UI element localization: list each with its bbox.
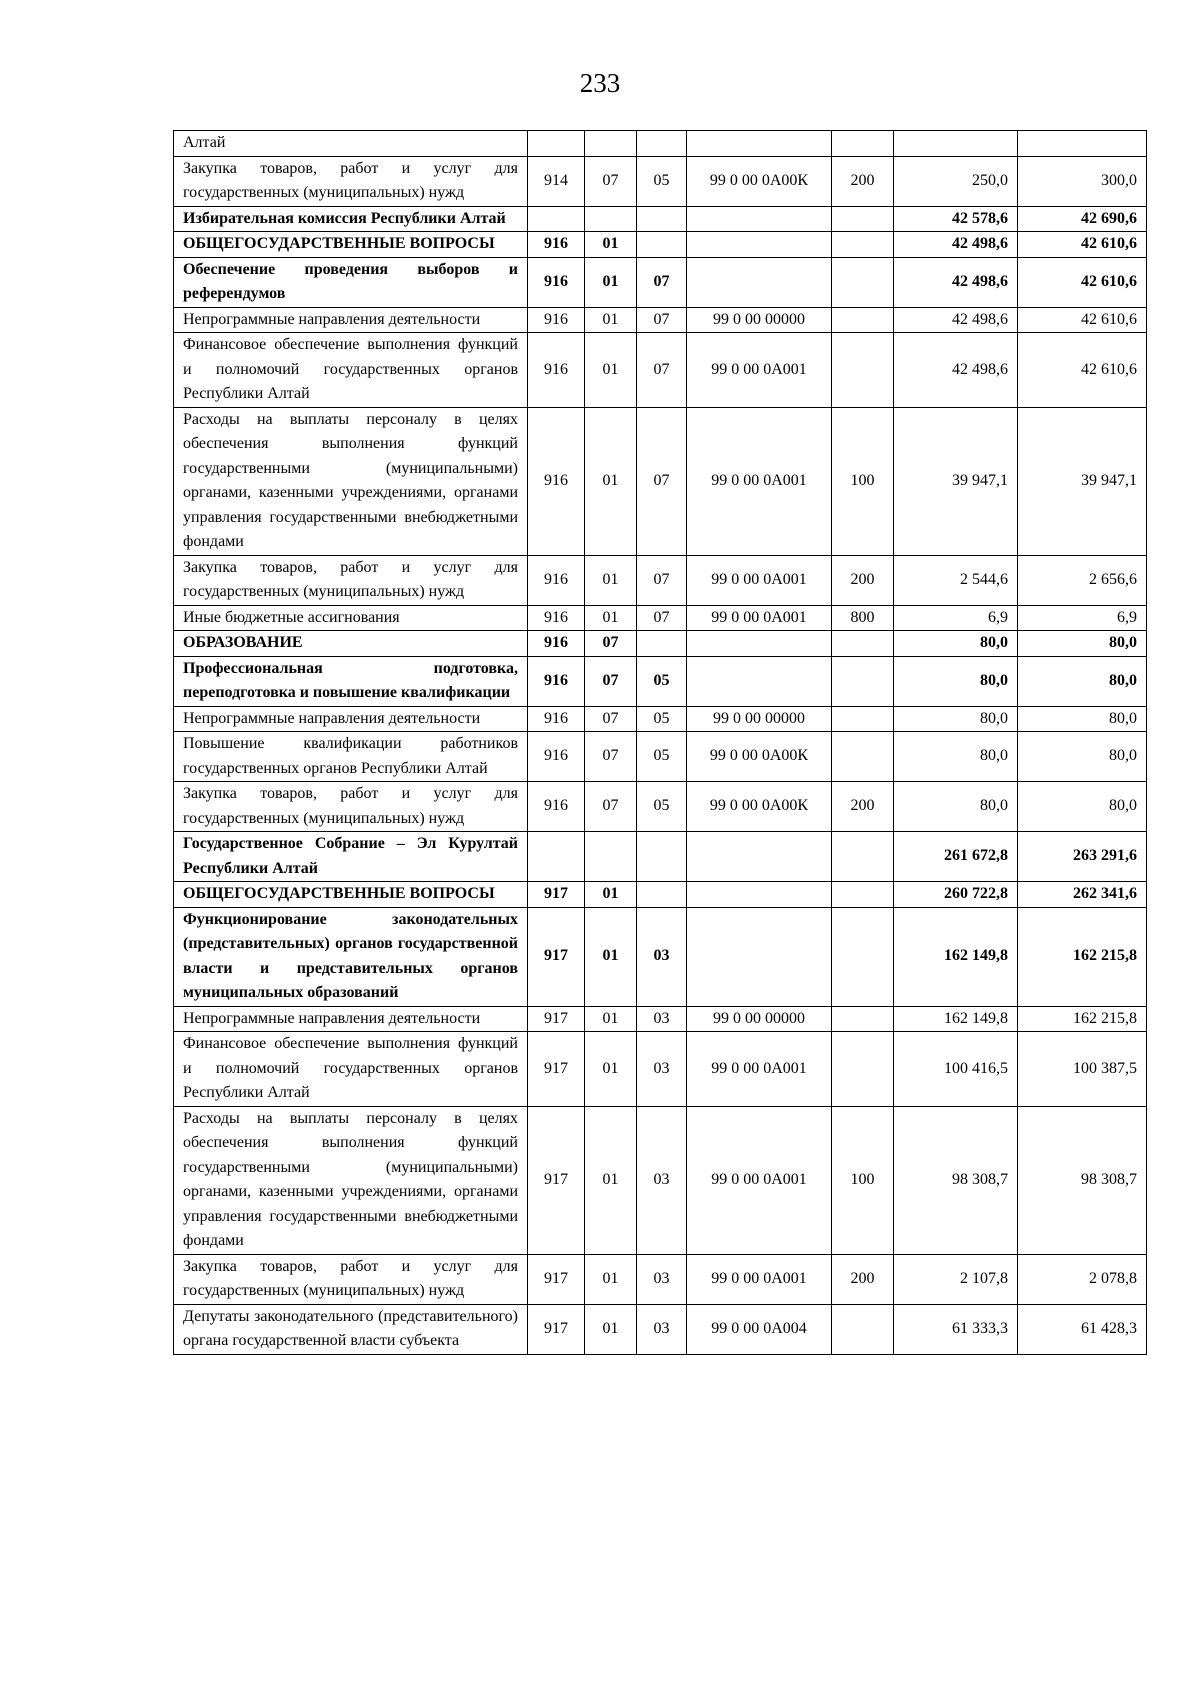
table-row [174,732,1147,782]
section-code-cell: 01 [585,407,637,555]
row-name-cell: Иные бюджетные ассигнования [174,605,528,631]
ministry-code-cell [528,131,585,157]
amount-year1-cell: 80,0 [894,782,1018,832]
subsection-code-cell: 05 [637,656,687,706]
subsection-code-cell: 05 [637,732,687,782]
section-code-cell: 01 [585,1006,637,1032]
ministry-code-cell: 916 [528,631,585,657]
expense-type-cell [832,732,894,782]
amount-year2-cell: 80,0 [1018,631,1147,657]
row-name-cell: Обеспечение проведения выборов и референдумов [174,257,528,307]
ministry-code-cell: 917 [528,1006,585,1032]
amount-year1-cell: 250,0 [894,156,1018,206]
section-code-cell: 07 [585,782,637,832]
ministry-code-cell: 917 [528,1032,585,1107]
expense-type-cell [832,307,894,333]
amount-year2-cell: 100 387,5 [1018,1032,1147,1107]
expense-type-cell [832,131,894,157]
section-code-cell: 01 [585,333,637,408]
row-name-cell: Государственное Собрание – Эл Курултай Республики Алтай [174,832,528,882]
ministry-code-cell: 916 [528,732,585,782]
row-name-cell: Избирательная комиссия Республики Алтай [174,206,528,232]
amount-year2-cell: 42 690,6 [1018,206,1147,232]
row-name-cell: Депутаты законодательного (представительного) органа государственной власти субъекта [174,1304,528,1354]
section-code-cell: 07 [585,631,637,657]
row-name-cell: Закупка товаров, работ и услуг для государственных (муниципальных) нужд [174,156,528,206]
table-row [174,1106,1147,1254]
subsection-code-cell: 03 [637,1254,687,1304]
subsection-code-cell: 03 [637,1006,687,1032]
target-article-cell [687,631,832,657]
subsection-code-cell [637,206,687,232]
amount-year2-cell: 42 610,6 [1018,257,1147,307]
expense-type-cell: 200 [832,1254,894,1304]
amount-year2-cell [1018,131,1147,157]
table-row [174,206,1147,232]
expense-type-cell: 100 [832,1106,894,1254]
target-article-cell: 99 0 00 0А001 [687,333,832,408]
ministry-code-cell: 916 [528,555,585,605]
target-article-cell [687,232,832,258]
target-article-cell [687,832,832,882]
subsection-code-cell: 05 [637,706,687,732]
table-row [174,333,1147,408]
table-row [174,1304,1147,1354]
subsection-code-cell: 07 [637,257,687,307]
table-row [174,605,1147,631]
target-article-cell [687,131,832,157]
table-row [174,1254,1147,1304]
expense-type-cell [832,1006,894,1032]
amount-year1-cell: 80,0 [894,706,1018,732]
section-code-cell: 01 [585,907,637,1006]
section-code-cell: 07 [585,156,637,206]
subsection-code-cell: 05 [637,782,687,832]
amount-year2-cell: 80,0 [1018,732,1147,782]
expense-type-cell [832,706,894,732]
ministry-code-cell: 916 [528,782,585,832]
subsection-code-cell: 07 [637,605,687,631]
table-row [174,1006,1147,1032]
subsection-code-cell [637,631,687,657]
row-name-cell: ОБРАЗОВАНИЕ [174,631,528,657]
expense-type-cell [832,907,894,1006]
subsection-code-cell [637,232,687,258]
subsection-code-cell [637,882,687,908]
row-name-cell: Профессиональная подготовка, переподготовка и повышение квалификации [174,656,528,706]
ministry-code-cell: 916 [528,333,585,408]
table-row [174,832,1147,882]
row-name-cell: Финансовое обеспечение выполнения функций и полномочий государственных органов Республики Алтай [174,1032,528,1107]
amount-year1-cell: 6,9 [894,605,1018,631]
target-article-cell: 99 0 00 00000 [687,706,832,732]
amount-year1-cell: 42 498,6 [894,232,1018,258]
target-article-cell: 99 0 00 00000 [687,1006,832,1032]
target-article-cell: 99 0 00 0А001 [687,1106,832,1254]
ministry-code-cell [528,832,585,882]
subsection-code-cell: 03 [637,1304,687,1354]
amount-year2-cell: 2 078,8 [1018,1254,1147,1304]
target-article-cell: 99 0 00 0А00К [687,732,832,782]
ministry-code-cell: 917 [528,882,585,908]
target-article-cell: 99 0 00 0А004 [687,1304,832,1354]
amount-year1-cell: 42 578,6 [894,206,1018,232]
amount-year1-cell: 2 544,6 [894,555,1018,605]
expense-type-cell [832,882,894,908]
ministry-code-cell: 917 [528,1254,585,1304]
ministry-code-cell: 916 [528,307,585,333]
expense-type-cell: 200 [832,555,894,605]
amount-year1-cell: 2 107,8 [894,1254,1018,1304]
ministry-code-cell: 916 [528,605,585,631]
amount-year2-cell: 262 341,6 [1018,882,1147,908]
section-code-cell: 07 [585,732,637,782]
expense-type-cell [832,631,894,657]
table-row [174,257,1147,307]
ministry-code-cell [528,206,585,232]
target-article-cell [687,907,832,1006]
row-name-cell: Закупка товаров, работ и услуг для государственных (муниципальных) нужд [174,1254,528,1304]
section-code-cell: 01 [585,555,637,605]
amount-year2-cell: 300,0 [1018,156,1147,206]
amount-year2-cell: 42 610,6 [1018,333,1147,408]
table-row [174,156,1147,206]
amount-year2-cell: 80,0 [1018,782,1147,832]
row-name-cell: Непрограммные направления деятельности [174,1006,528,1032]
amount-year1-cell: 260 722,8 [894,882,1018,908]
section-code-cell [585,206,637,232]
amount-year1-cell: 39 947,1 [894,407,1018,555]
amount-year1-cell [894,131,1018,157]
amount-year2-cell: 80,0 [1018,656,1147,706]
amount-year1-cell: 98 308,7 [894,1106,1018,1254]
target-article-cell: 99 0 00 0А001 [687,1032,832,1107]
ministry-code-cell: 916 [528,257,585,307]
amount-year2-cell: 263 291,6 [1018,832,1147,882]
row-name-cell: Алтай [174,131,528,157]
subsection-code-cell [637,131,687,157]
table-row [174,782,1147,832]
subsection-code-cell: 03 [637,907,687,1006]
section-code-cell: 01 [585,605,637,631]
target-article-cell: 99 0 00 0А001 [687,555,832,605]
row-name-cell: Непрограммные направления деятельности [174,307,528,333]
row-name-cell: ОБЩЕГОСУДАРСТВЕННЫЕ ВОПРОСЫ [174,882,528,908]
table-row [174,407,1147,555]
ministry-code-cell: 917 [528,1106,585,1254]
section-code-cell: 01 [585,232,637,258]
section-code-cell: 01 [585,1106,637,1254]
table-row [174,131,1147,157]
subsection-code-cell: 07 [637,555,687,605]
section-code-cell: 01 [585,307,637,333]
expense-type-cell: 100 [832,407,894,555]
ministry-code-cell: 917 [528,1304,585,1354]
target-article-cell [687,257,832,307]
section-code-cell: 01 [585,1032,637,1107]
row-name-cell: Непрограммные направления деятельности [174,706,528,732]
section-code-cell: 01 [585,1254,637,1304]
ministry-code-cell: 914 [528,156,585,206]
expense-type-cell [832,333,894,408]
amount-year2-cell: 80,0 [1018,706,1147,732]
amount-year2-cell: 61 428,3 [1018,1304,1147,1354]
table-row [174,631,1147,657]
table-row [174,307,1147,333]
amount-year2-cell: 6,9 [1018,605,1147,631]
expense-type-cell [832,1304,894,1354]
amount-year1-cell: 80,0 [894,656,1018,706]
ministry-code-cell: 916 [528,706,585,732]
ministry-code-cell: 917 [528,907,585,1006]
table-row [174,232,1147,258]
expense-type-cell [832,832,894,882]
row-name-cell: Закупка товаров, работ и услуг для государственных (муниципальных) нужд [174,555,528,605]
amount-year2-cell: 162 215,8 [1018,907,1147,1006]
table-row [174,706,1147,732]
target-article-cell: 99 0 00 0А001 [687,605,832,631]
table-row [174,555,1147,605]
table-row [174,656,1147,706]
section-code-cell: 01 [585,1304,637,1354]
expense-type-cell [832,206,894,232]
expense-type-cell [832,1032,894,1107]
row-name-cell: Расходы на выплаты персоналу в целях обеспечения выполнения функций государственными (муниципальными) органами, казенными учреждениями, органами управления государственными внебюджетными фондами [174,1106,528,1254]
target-article-cell [687,206,832,232]
amount-year1-cell: 261 672,8 [894,832,1018,882]
target-article-cell [687,882,832,908]
table-row [174,1032,1147,1107]
budget-table [173,130,1147,1355]
ministry-code-cell: 916 [528,656,585,706]
page-number: 233 [579,68,621,98]
section-code-cell: 01 [585,257,637,307]
amount-year2-cell: 39 947,1 [1018,407,1147,555]
row-name-cell: Функционирование законодательных (представительных) органов государственной власти и представительных органов муниципальных образований [174,907,528,1006]
amount-year1-cell: 162 149,8 [894,907,1018,1006]
amount-year1-cell: 162 149,8 [894,1006,1018,1032]
section-code-cell [585,131,637,157]
target-article-cell: 99 0 00 00000 [687,307,832,333]
row-name-cell: Закупка товаров, работ и услуг для государственных (муниципальных) нужд [174,782,528,832]
subsection-code-cell: 07 [637,307,687,333]
ministry-code-cell: 916 [528,407,585,555]
amount-year1-cell: 42 498,6 [894,257,1018,307]
subsection-code-cell [637,832,687,882]
budget-table-body [174,131,1147,1355]
row-name-cell: Повышение квалификации работников государственных органов Республики Алтай [174,732,528,782]
amount-year1-cell: 61 333,3 [894,1304,1018,1354]
amount-year1-cell: 42 498,6 [894,307,1018,333]
subsection-code-cell: 05 [637,156,687,206]
subsection-code-cell: 07 [637,333,687,408]
table-row [174,882,1147,908]
amount-year1-cell: 100 416,5 [894,1032,1018,1107]
target-article-cell: 99 0 00 0А001 [687,407,832,555]
section-code-cell: 07 [585,656,637,706]
subsection-code-cell: 03 [637,1106,687,1254]
amount-year2-cell: 42 610,6 [1018,232,1147,258]
row-name-cell: ОБЩЕГОСУДАРСТВЕННЫЕ ВОПРОСЫ [174,232,528,258]
amount-year2-cell: 42 610,6 [1018,307,1147,333]
expense-type-cell: 200 [832,156,894,206]
target-article-cell: 99 0 00 0А001 [687,1254,832,1304]
row-name-cell: Финансовое обеспечение выполнения функций и полномочий государственных органов Республики Алтай [174,333,528,408]
amount-year1-cell: 42 498,6 [894,333,1018,408]
table-row [174,907,1147,1006]
target-article-cell [687,656,832,706]
expense-type-cell: 200 [832,782,894,832]
target-article-cell: 99 0 00 0А00К [687,782,832,832]
subsection-code-cell: 03 [637,1032,687,1107]
row-name-cell: Расходы на выплаты персоналу в целях обеспечения выполнения функций государственными (муниципальными) органами, казенными учреждениями, органами управления государственными внебюджетными фондами [174,407,528,555]
amount-year2-cell: 162 215,8 [1018,1006,1147,1032]
amount-year2-cell: 98 308,7 [1018,1106,1147,1254]
section-code-cell: 07 [585,706,637,732]
expense-type-cell [832,656,894,706]
amount-year1-cell: 80,0 [894,631,1018,657]
expense-type-cell [832,257,894,307]
amount-year2-cell: 2 656,6 [1018,555,1147,605]
target-article-cell: 99 0 00 0А00К [687,156,832,206]
section-code-cell: 01 [585,882,637,908]
ministry-code-cell: 916 [528,232,585,258]
expense-type-cell: 800 [832,605,894,631]
subsection-code-cell: 07 [637,407,687,555]
expense-type-cell [832,232,894,258]
section-code-cell [585,832,637,882]
amount-year1-cell: 80,0 [894,732,1018,782]
